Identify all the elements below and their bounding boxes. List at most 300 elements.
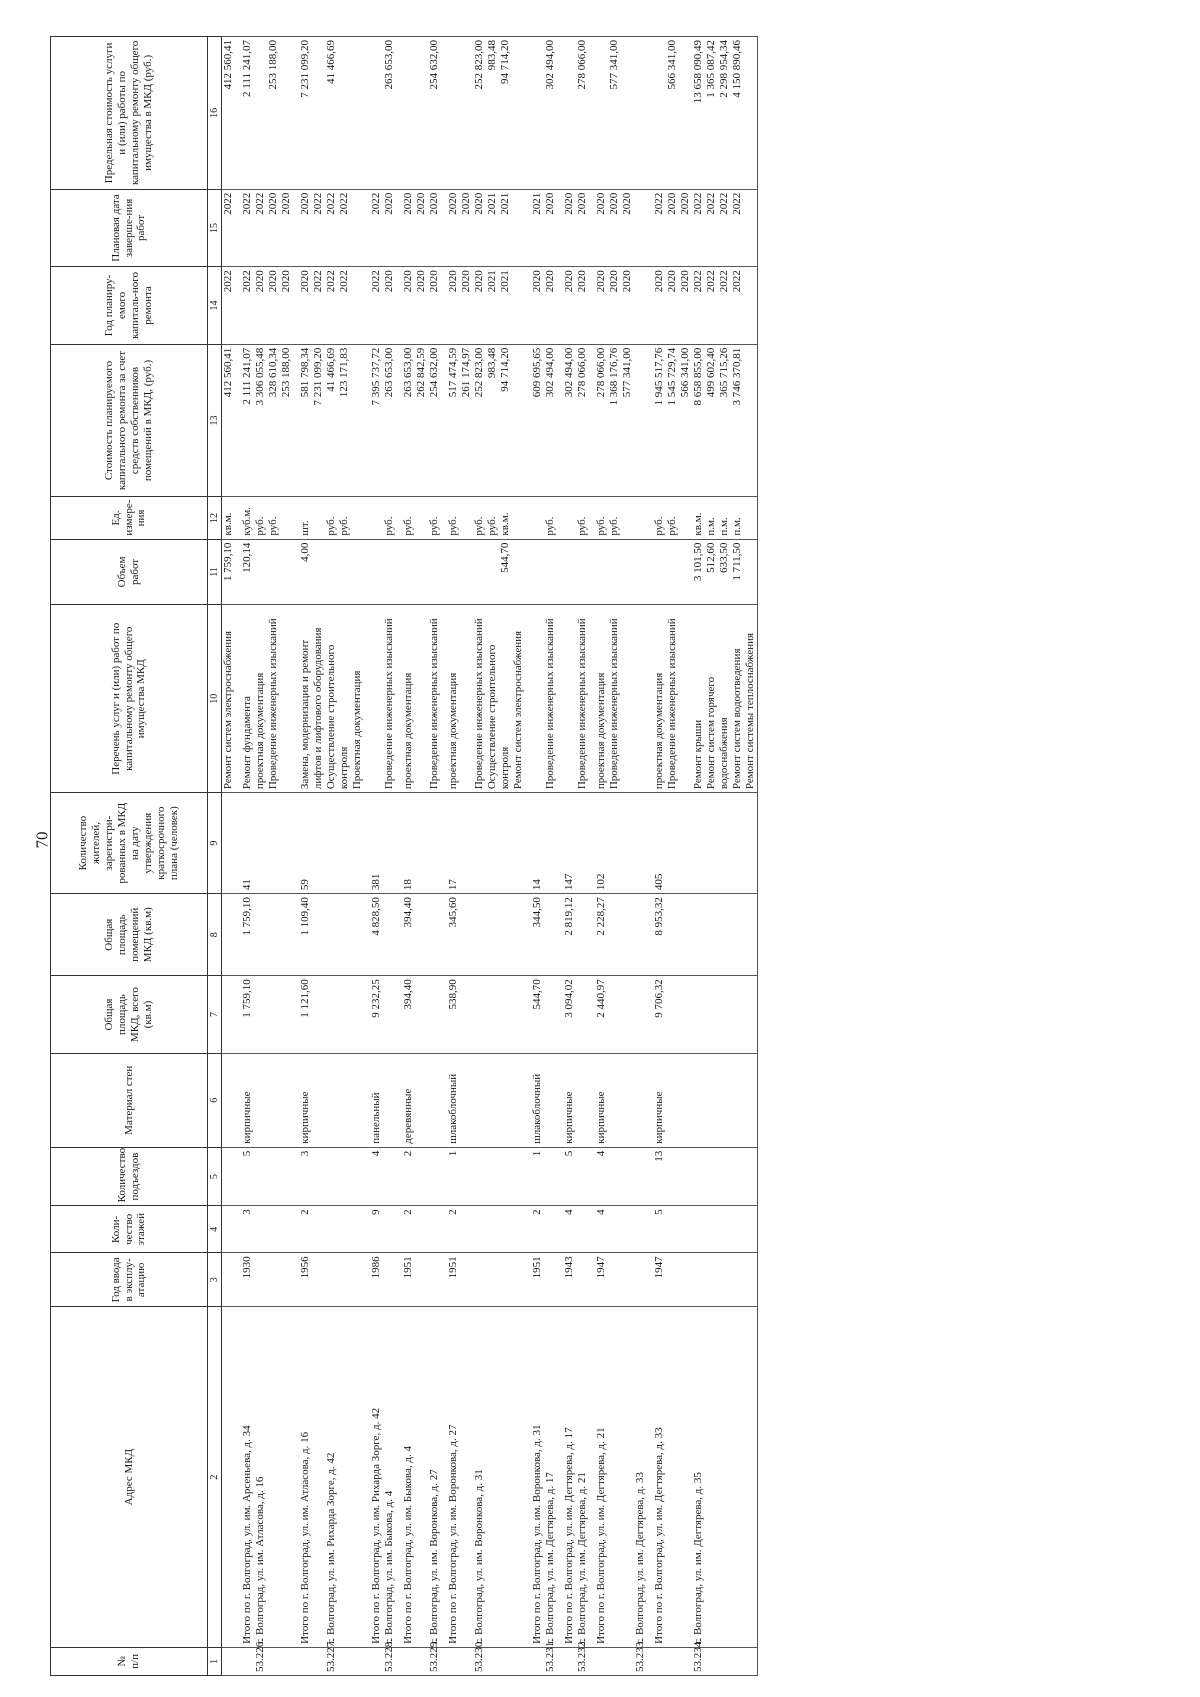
end-date-value: 2022	[325, 192, 337, 215]
total-row	[525, 37, 544, 1676]
unit	[235, 497, 254, 539]
plan-year-value: 2020	[299, 270, 311, 293]
limit-cost	[325, 37, 364, 190]
col-number: 8	[208, 894, 222, 976]
plan-year	[473, 267, 525, 344]
entrance-count	[473, 1147, 525, 1206]
repair-cost-value: 1 945 517,76	[652, 347, 665, 406]
plan-year-value: 2022	[369, 270, 382, 293]
end-date-value: 2020	[299, 192, 311, 215]
plan-year-value: 2020	[665, 270, 678, 293]
floor-count	[634, 1206, 647, 1253]
work-volume-value	[576, 543, 589, 602]
total-area: 2 440,97	[589, 976, 634, 1053]
work-volume	[325, 539, 364, 605]
plan-year-value: 2020	[267, 270, 279, 293]
works-list-value: Осуществление строительного контроля	[485, 644, 511, 790]
total-area	[692, 976, 757, 1053]
unit	[254, 497, 293, 539]
end-date-value: 2020	[678, 192, 691, 215]
end-date-value: 2020	[280, 192, 292, 215]
premises-area: 8 953,32	[647, 894, 692, 976]
wall-material	[692, 1053, 757, 1147]
total-area: 538,90	[441, 976, 473, 1053]
plan-year-value: 2022	[338, 270, 350, 293]
end-date-value: 2020	[472, 192, 485, 215]
work-volume	[396, 539, 428, 605]
limit-cost-value: 252 823,00	[472, 40, 485, 90]
unit	[557, 497, 576, 539]
repair-cost-value: 7 395 737,72	[369, 347, 382, 406]
unit	[325, 497, 364, 539]
year-built: 1930	[235, 1253, 254, 1307]
works-list-value: Проектная документация	[350, 670, 363, 790]
resident-count: 381	[364, 793, 383, 894]
col-number: 10	[208, 605, 222, 793]
plan-year	[383, 267, 396, 344]
col-number: 16	[208, 37, 222, 190]
row-number: 53.226.	[254, 1647, 293, 1675]
limit-cost	[364, 37, 383, 190]
unit	[576, 497, 589, 539]
end-date-value: 2022	[312, 192, 324, 215]
works-list	[589, 605, 634, 793]
work-volume	[383, 539, 396, 605]
address: Итого по г. Волгоград, ул. им. Дегтярева, д. 17	[557, 1307, 576, 1647]
work-volume-value: 120,14	[241, 542, 253, 573]
end-date-value: 2020	[607, 192, 620, 215]
col-header: Количество жителей, зарегистри-рованных в МКД на дату утверждения краткосрочного плана (человек)	[51, 793, 208, 894]
end-date-value: 2020	[446, 192, 459, 215]
row-number: 53.228.	[383, 1647, 396, 1675]
col-header: Год ввода в эксплу-атацию	[51, 1253, 208, 1307]
resident-count	[473, 793, 525, 894]
entrance-count	[325, 1147, 364, 1206]
work-volume	[473, 539, 525, 605]
plan-year	[544, 267, 557, 344]
limit-cost-value: 254 632,00	[427, 40, 440, 90]
total-area	[222, 976, 236, 1053]
works-list	[293, 605, 325, 793]
unit	[364, 497, 383, 539]
year-built	[325, 1253, 364, 1307]
unit-value: п.м.	[704, 517, 717, 536]
address: Итого по г. Волгоград, ул. им. Быкова, д. 4	[396, 1307, 428, 1647]
floor-count: 5	[647, 1206, 692, 1253]
floor-count: 2	[396, 1206, 428, 1253]
repair-cost	[647, 344, 692, 497]
address: Итого по г. Волгоград, ул. им. Рихарда Зорге, д. 42	[364, 1307, 383, 1647]
limit-cost-value: 263 653,00	[382, 40, 395, 90]
end-date	[383, 189, 396, 266]
end-date-value: 2022	[717, 192, 730, 215]
repair-cost-value: 41 466,69	[325, 347, 337, 392]
limit-cost	[544, 37, 557, 190]
row-number	[647, 1647, 692, 1675]
end-date-value: 2022	[222, 192, 234, 215]
col-number: 6	[208, 1053, 222, 1147]
col-number: 2	[208, 1307, 222, 1647]
end-date	[576, 189, 589, 266]
work-volume-value	[338, 543, 351, 602]
wall-material	[576, 1053, 589, 1147]
repair-cost-value: 566 341,00	[678, 347, 691, 398]
work-volume-value: 633,50	[717, 542, 730, 573]
total-area	[325, 976, 364, 1053]
col-number: 7	[208, 976, 222, 1053]
floor-count	[428, 1206, 441, 1253]
total-row	[589, 37, 634, 1676]
resident-count: 59	[293, 793, 325, 894]
end-date-value: 2020	[575, 192, 588, 215]
year-built	[222, 1253, 236, 1307]
wall-material	[254, 1053, 293, 1147]
floor-count	[254, 1206, 293, 1253]
plan-year-value: 2022	[325, 270, 337, 293]
work-volume	[634, 539, 647, 605]
plan-year	[428, 267, 441, 344]
total-area: 544,70	[525, 976, 544, 1053]
address: Итого по г. Волгоград, ул. им. Воронкова, д. 31	[525, 1307, 544, 1647]
table-row	[634, 37, 647, 1676]
address: Итого по г. Волгоград, ул. им. Воронкова, д. 27	[441, 1307, 473, 1647]
col-header: Стоимость планируемого капитального ремонта за счет средств собственников помещений в МКД, (руб.)	[51, 344, 208, 497]
repair-cost	[383, 344, 396, 497]
unit-value: куб.м.	[241, 506, 253, 536]
year-built: 1951	[441, 1253, 473, 1307]
end-date	[473, 189, 525, 266]
end-date-value: 2020	[267, 192, 279, 215]
year-built: 1943	[557, 1253, 576, 1307]
entrance-count	[254, 1147, 293, 1206]
limit-cost-value: 7 231 099,20	[299, 40, 311, 98]
resident-count	[692, 793, 757, 894]
plan-year-value: 2020	[427, 270, 440, 293]
row-number: 53.233.	[634, 1647, 647, 1675]
plan-year-value: 2020	[280, 270, 292, 293]
col-header: Адрес МКД	[51, 1307, 208, 1647]
repair-cost-value: 254 632,00	[427, 347, 440, 398]
floor-count	[576, 1206, 589, 1253]
limit-cost-value: 302 494,00	[543, 40, 556, 90]
total-area	[634, 976, 647, 1053]
plan-year-value: 2020	[543, 270, 556, 293]
end-date-value: 2022	[254, 192, 266, 215]
col-header: Объем работ	[51, 539, 208, 605]
premises-area: 2 228,27	[589, 894, 634, 976]
works-list-value: проектная документация	[652, 672, 665, 790]
table-row	[692, 37, 757, 1676]
wall-material: кирпичные	[235, 1053, 254, 1147]
plan-year-value: 2020	[620, 270, 633, 293]
unit-value: руб.	[472, 516, 485, 536]
plan-year	[293, 267, 325, 344]
repair-cost-value: 94 714,20	[498, 347, 511, 392]
unit-value: руб.	[325, 516, 337, 536]
entrance-count	[383, 1147, 396, 1206]
work-volume-value	[254, 543, 267, 602]
wall-material	[383, 1053, 396, 1147]
repair-cost-value: 1 368 176,76	[607, 347, 620, 406]
repair-cost	[254, 344, 293, 497]
works-list	[544, 605, 557, 793]
work-volume	[293, 539, 325, 605]
table-row	[383, 37, 396, 1676]
total-area	[576, 976, 589, 1053]
repair-cost-value: 983,48	[485, 347, 498, 378]
limit-cost	[692, 37, 757, 190]
total-area	[254, 976, 293, 1053]
premises-area	[634, 894, 647, 976]
row-number	[589, 1647, 634, 1675]
plan-year	[222, 267, 236, 344]
repair-cost-value: 278 066,00	[594, 347, 607, 398]
end-date	[441, 189, 473, 266]
address: Итого по г. Волгоград, ул. им. Атласова, д. 16	[293, 1307, 325, 1647]
unit-value: кв.м.	[222, 512, 234, 536]
repair-cost	[525, 344, 544, 497]
works-list-value: Ремонт системы теплоснабжения	[743, 632, 756, 790]
col-header: Коли-чество этажей	[51, 1206, 208, 1253]
work-volume-value	[325, 543, 338, 602]
premises-area	[544, 894, 557, 976]
end-date	[235, 189, 254, 266]
total-area: 1 121,60	[293, 976, 325, 1053]
repair-cost-value: 1 545 729,74	[665, 347, 678, 406]
premises-area: 344,50	[525, 894, 544, 976]
entrance-count	[544, 1147, 557, 1206]
repair-cost-value: 577 341,00	[620, 347, 633, 398]
end-date	[325, 189, 364, 266]
col-header: Общая площадь помещений МКД (кв.м)	[51, 894, 208, 976]
end-date	[589, 189, 634, 266]
col-number: 13	[208, 344, 222, 497]
work-volume-value: 1 759,10	[222, 542, 234, 582]
address: г. Волгоград, ул. им. Дегтярева, д. 35	[692, 1307, 757, 1647]
year-built: 1951	[396, 1253, 428, 1307]
limit-cost	[576, 37, 589, 190]
limit-cost	[647, 37, 692, 190]
table-row	[473, 37, 525, 1676]
entrance-count: 5	[235, 1147, 254, 1206]
end-date	[222, 189, 236, 266]
unit-value: руб.	[338, 516, 350, 536]
repair-cost-value: 499 602,40	[704, 347, 717, 398]
row-number: 53.231.	[544, 1647, 557, 1675]
limit-cost-value: 577 341,00	[607, 40, 620, 90]
works-list	[473, 605, 525, 793]
resident-count	[222, 793, 236, 894]
year-built	[576, 1253, 589, 1307]
repair-cost-value: 517 474,59	[446, 347, 459, 398]
repair-cost-value: 263 653,00	[382, 347, 395, 398]
works-list-value: Проведение инженерных изысканий	[266, 618, 279, 790]
unit	[589, 497, 634, 539]
works-list-value: проектная документация	[254, 672, 266, 790]
row-number	[557, 1647, 576, 1675]
premises-area: 4 828,50	[364, 894, 383, 976]
work-volume-value	[608, 543, 621, 602]
end-date	[634, 189, 647, 266]
row-number	[364, 1647, 383, 1675]
repair-cost	[293, 344, 325, 497]
table-row	[544, 37, 557, 1676]
col-number: 3	[208, 1253, 222, 1307]
end-date-value: 2020	[382, 192, 395, 215]
plan-year-value: 2022	[717, 270, 730, 293]
total-row	[647, 37, 692, 1676]
works-list	[441, 605, 473, 793]
unit-value: руб.	[382, 516, 395, 536]
end-date	[647, 189, 692, 266]
end-date	[364, 189, 383, 266]
works-list-value: Проведение инженерных изысканий	[543, 618, 556, 790]
premises-area	[428, 894, 441, 976]
works-list-value: Ремонт систем водоотведения	[730, 648, 743, 790]
premises-area	[325, 894, 364, 976]
works-list-value: Проведение инженерных изысканий	[427, 618, 440, 790]
plan-year-value: 2020	[446, 270, 459, 293]
total-area: 1 759,10	[235, 976, 254, 1053]
premises-area	[254, 894, 293, 976]
row-number	[441, 1647, 473, 1675]
repair-cost-value: 7 231 099,20	[312, 347, 324, 406]
plan-year-value: 2020	[459, 270, 472, 293]
col-number: 11	[208, 539, 222, 605]
plan-year	[557, 267, 576, 344]
end-date-value: 2022	[704, 192, 717, 215]
plan-year-value: 2022	[691, 270, 704, 293]
total-area: 394,40	[396, 976, 428, 1053]
unit-value: руб.	[607, 516, 620, 536]
plan-year-value: 2020	[414, 270, 427, 293]
works-list	[557, 605, 576, 793]
total-row	[293, 37, 325, 1676]
plan-year-value: 2020	[382, 270, 395, 293]
works-list	[428, 605, 441, 793]
limit-cost	[473, 37, 525, 190]
work-volume-value	[544, 543, 557, 602]
floor-count: 2	[441, 1206, 473, 1253]
floor-count: 9	[364, 1206, 383, 1253]
address: г. Волгоград, ул. им. Атласова, д. 16	[254, 1307, 293, 1647]
limit-cost	[589, 37, 634, 190]
plan-year-value: 2020	[678, 270, 691, 293]
resident-count: 147	[557, 793, 576, 894]
plan-year-value: 2020	[401, 270, 414, 293]
address: Итого по г. Волгоград, ул. им. Дегтярева, д. 21	[589, 1307, 634, 1647]
repair-cost	[692, 344, 757, 497]
unit-value: шт.	[299, 520, 311, 536]
table-row	[254, 37, 293, 1676]
wall-material	[544, 1053, 557, 1147]
unit	[396, 497, 428, 539]
premises-area	[692, 894, 757, 976]
end-date	[525, 189, 544, 266]
row-number	[293, 1647, 325, 1675]
premises-area	[222, 894, 236, 976]
plan-year-value: 2022	[312, 270, 324, 293]
plan-year	[396, 267, 428, 344]
repair-cost-value: 581 798,34	[299, 347, 311, 398]
address: г. Волгоград, ул. им. Рихарда Зорге, д. 42	[325, 1307, 364, 1647]
works-list-value: Замена, модернизация и ремонт лифтов и лифтового оборудования	[299, 627, 324, 790]
limit-cost	[634, 37, 647, 190]
row-number: 53.230.	[473, 1647, 525, 1675]
premises-area	[473, 894, 525, 976]
end-date-value: 2022	[241, 192, 253, 215]
wall-material	[325, 1053, 364, 1147]
plan-year	[589, 267, 634, 344]
entrance-count: 2	[396, 1147, 428, 1206]
col-header: Год планиру-емого капиталь-ного ремонта	[51, 267, 208, 344]
limit-cost-value: 94 714,20	[498, 40, 511, 84]
resident-count	[576, 793, 589, 894]
plan-year	[692, 267, 757, 344]
row-number	[222, 1647, 236, 1675]
work-volume-value	[428, 543, 441, 602]
unit-value: руб.	[427, 516, 440, 536]
unit	[293, 497, 325, 539]
floor-count	[383, 1206, 396, 1253]
repair-cost-value: 3 306 055,48	[254, 347, 266, 406]
entrance-count	[222, 1147, 236, 1206]
plan-year-value: 2022	[704, 270, 717, 293]
work-volume	[692, 539, 757, 605]
row-number: 53.227.	[325, 1647, 364, 1675]
rotated-table-sheet	[50, 36, 1150, 1676]
entrance-count: 5	[557, 1147, 576, 1206]
work-volume-value: 1 711,50	[730, 542, 743, 581]
unit	[222, 497, 236, 539]
work-volume-value	[486, 543, 499, 602]
total-area	[383, 976, 396, 1053]
premises-area: 2 819,12	[557, 894, 576, 976]
unit	[473, 497, 525, 539]
year-built: 1947	[589, 1253, 634, 1307]
entrance-count: 4	[364, 1147, 383, 1206]
repair-cost-value: 609 695,65	[530, 347, 543, 398]
work-volume-value: 512,60	[704, 542, 717, 573]
resident-count: 17	[441, 793, 473, 894]
resident-count: 18	[396, 793, 428, 894]
col-number: 4	[208, 1206, 222, 1253]
plan-year-value: 2020	[530, 270, 543, 293]
premises-area	[383, 894, 396, 976]
repair-cost	[396, 344, 428, 497]
unit-value: руб.	[665, 516, 678, 536]
plan-year	[235, 267, 254, 344]
premises-area: 1 109,40	[293, 894, 325, 976]
works-list-value: Осуществление строительного контроля	[325, 644, 350, 790]
total-row	[396, 37, 428, 1676]
unit-value: руб.	[267, 516, 279, 536]
floor-count: 2	[293, 1206, 325, 1253]
wall-material	[222, 1053, 236, 1147]
limit-cost-value	[254, 40, 267, 186]
wall-material: шлакоблочный	[441, 1053, 473, 1147]
work-volume-value	[653, 543, 666, 602]
col-number: 1	[208, 1647, 222, 1675]
works-list	[235, 605, 254, 793]
page-number: 70	[32, 831, 52, 849]
repair-cost	[222, 344, 236, 497]
wall-material	[634, 1053, 647, 1147]
unit-value: кв.м.	[691, 512, 704, 536]
work-volume-value	[473, 543, 486, 602]
end-date-value: 2020	[459, 192, 472, 215]
resident-count	[325, 793, 364, 894]
